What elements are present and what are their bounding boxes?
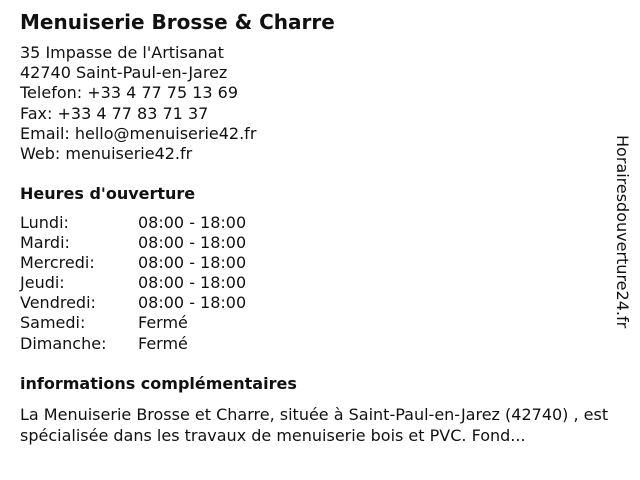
info-heading: informations complémentaires: [20, 374, 297, 393]
address-line-2: 42740 Saint-Paul-en-Jarez: [20, 63, 228, 83]
site-watermark: Horairesdouverture24.fr: [613, 135, 632, 329]
fax-line: Fax: +33 4 77 83 71 37: [20, 103, 209, 123]
hours-time: 08:00 - 18:00: [138, 233, 247, 253]
hours-row: [20, 273, 246, 293]
hours-time: 08:00 - 18:00: [138, 273, 247, 293]
hours-row: [20, 213, 246, 233]
hours-time: 08:00 - 18:00: [138, 293, 247, 313]
hours-table: [20, 213, 246, 354]
hours-row: [20, 253, 246, 273]
business-name: Menuiserie Brosse & Charre: [20, 10, 335, 34]
hours-time: Fermé: [138, 333, 188, 353]
business-description: La Menuiserie Brosse et Charre, située à Saint-Paul-en-Jarez (42740) , est spécialisée dans les travaux de menuiserie bois et PVC. Fond...: [20, 405, 609, 445]
hours-day: Mardi:: [20, 233, 70, 253]
hours-row: [20, 334, 246, 354]
hours-day: Jeudi:: [20, 273, 65, 293]
hours-time: 08:00 - 18:00: [138, 213, 247, 232]
hours-row: [20, 313, 246, 333]
hours-time: Fermé: [138, 313, 188, 333]
hours-day: Lundi:: [20, 213, 69, 232]
contact-block: [20, 43, 256, 164]
hours-day: Mercredi:: [20, 253, 95, 273]
hours-row: [20, 233, 246, 253]
hours-day: Vendredi:: [20, 293, 96, 313]
phone-line: Telefon: +33 4 77 75 13 69: [20, 83, 239, 103]
hours-row: [20, 293, 246, 313]
hours-time: 08:00 - 18:00: [138, 253, 247, 273]
web-line: Web: menuiserie42.fr: [20, 144, 193, 164]
address-line-1: 35 Impasse de l'Artisanat: [20, 43, 224, 62]
hours-day: Dimanche:: [20, 333, 107, 353]
hours-heading: Heures d'ouverture: [20, 184, 196, 203]
hours-day: Samedi:: [20, 313, 86, 333]
email-line: Email: hello@menuiserie42.fr: [20, 123, 257, 143]
